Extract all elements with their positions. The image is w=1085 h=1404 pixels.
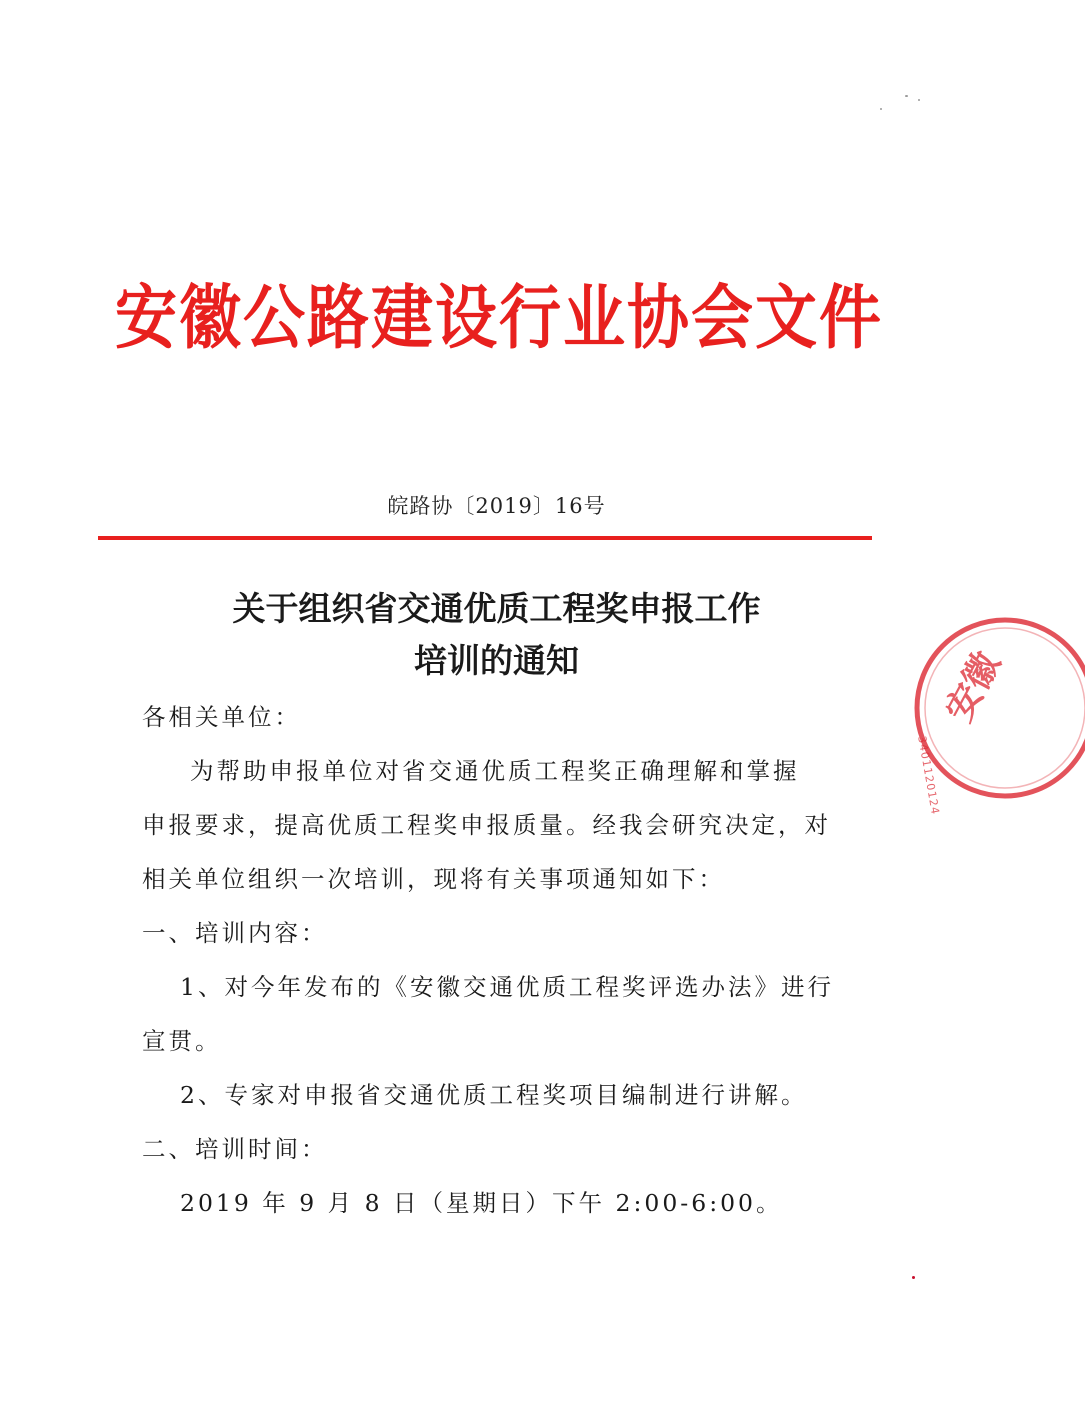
list-item-1-line-2: 宣贯。: [142, 1027, 222, 1055]
document-number: 皖路协〔2019〕16号: [387, 494, 606, 518]
salutation: 各相关单位：: [142, 703, 301, 731]
scan-dust: [905, 95, 908, 97]
paragraph-1-line-3: 相关单位组织一次培训，现将有关事项通知如下：: [142, 865, 725, 893]
scan-dust: [918, 99, 920, 101]
red-speck: [912, 1276, 915, 1279]
seal-text: 安徽: [937, 645, 1009, 729]
scan-dust: [880, 108, 882, 110]
red-divider-rule: [98, 536, 872, 540]
training-time: 2019 年 9 月 8 日（星期日）下午 2:00-6:00。: [180, 1189, 783, 1217]
notice-body: [142, 690, 842, 1230]
masthead-title: 安徽公路建设行业协会文件: [115, 276, 884, 359]
seal-number: 3401120124: [915, 735, 942, 817]
paragraph-1-line-2: 申报要求，提高优质工程奖申报质量。经我会研究决定，对: [142, 811, 831, 839]
notice-title-line-1: 关于组织省交通优质工程奖申报工作: [232, 589, 761, 628]
section-1-heading: 一、培训内容：: [142, 919, 328, 947]
notice-title-line-2: 培训的通知: [414, 641, 579, 680]
paragraph-1-line-1: 为帮助申报单位对省交通优质工程奖正确理解和掌握: [190, 757, 800, 785]
list-item-2: 2、专家对申报省交通优质工程奖项目编制进行讲解。: [180, 1081, 808, 1109]
section-2-heading: 二、培训时间：: [142, 1135, 328, 1163]
list-item-1-line-1: 1、对今年发布的《安徽交通优质工程奖评选办法》进行: [180, 973, 834, 1001]
notice-title: [0, 583, 993, 687]
